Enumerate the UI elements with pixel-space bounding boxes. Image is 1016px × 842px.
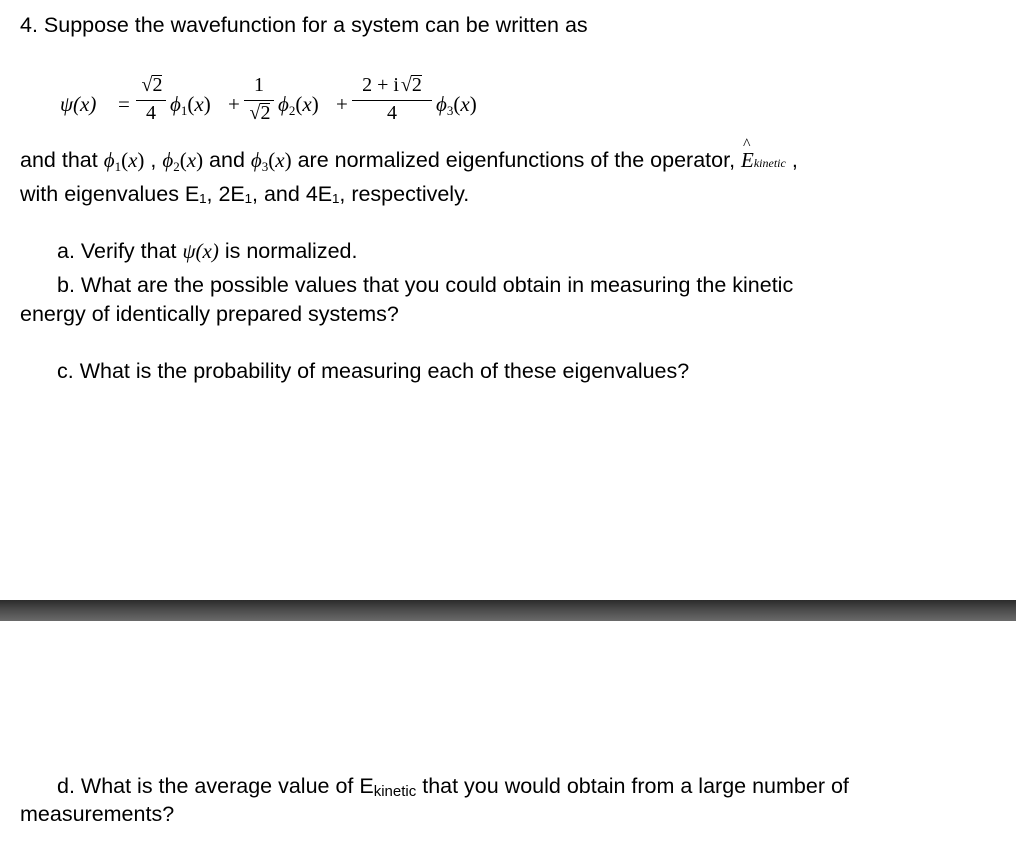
part-c: c. What is the probability of measuring each of these eigenvalues? <box>57 359 690 383</box>
wavefunction-equation <box>0 70 520 140</box>
phi-1: $\phi_1(x)$ <box>170 92 211 118</box>
phi-3-inline: $\phi_3(x)$ <box>250 148 292 174</box>
part-d-line-2: measurements? <box>20 802 175 826</box>
section-divider <box>0 600 1016 621</box>
coefficient-3: 2 + i √ 2 4 <box>352 74 432 130</box>
phi-2-inline: $\phi_2(x)$ <box>162 148 204 174</box>
phi-3: $\phi_3(x)$ <box>436 92 477 118</box>
problem-intro: 4. Suppose the wavefunction for a system can be written as <box>20 13 588 37</box>
kinetic-energy-operator: ^ E <box>741 136 754 172</box>
equation-equals: = <box>118 92 130 116</box>
coefficient-2: 1 √ 2 <box>244 74 274 130</box>
psi-inline: ψ(x) <box>182 239 219 263</box>
phi-1-inline: $\phi_1(x)$ <box>103 148 145 174</box>
coefficient-1: √ 2 4 <box>136 74 166 130</box>
statement-line-2: with eigenvalues E₁, 2E₁, and 4E₁, respectively. <box>20 182 470 206</box>
plus-2: + <box>336 92 348 116</box>
part-a: a. Verify that ψ(x) is normalized. <box>57 239 358 263</box>
equation-lhs: ψ(x) <box>60 92 97 116</box>
plus-1: + <box>228 92 240 116</box>
part-d-line-1: d. What is the average value of Ekinetic that you would obtain from a large number of <box>57 774 849 800</box>
part-b-line-1: b. What are the possible values that you could obtain in measuring the kinetic <box>57 273 794 297</box>
statement-line-1: and that $\phi_1(x)$ , $\phi_2(x)$ and $\phi_3(x)$ are normalized eigenfunctions of the operator, ^ Ekinetic , <box>20 136 798 174</box>
phi-2: $\phi_2(x)$ <box>278 92 319 118</box>
part-b-line-2: energy of identically prepared systems? <box>20 302 399 326</box>
